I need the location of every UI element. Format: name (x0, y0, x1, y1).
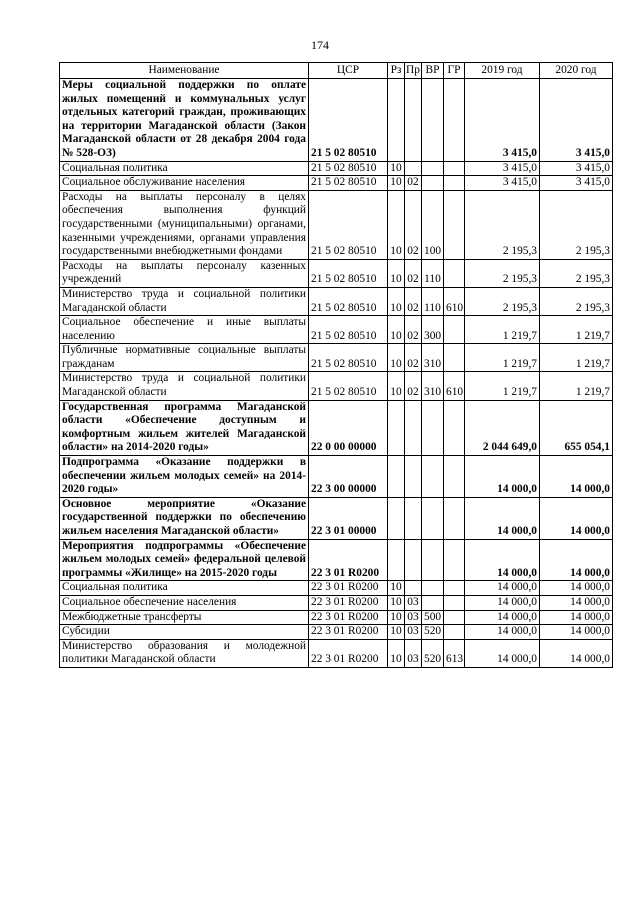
cell-2020: 14 000,0 (540, 539, 613, 581)
cell-pr: 02 (405, 344, 422, 372)
cell-name: Подпрограмма «Оказание поддержки в обеспечении жильем молодых семей» на 2014-2020 годы» (60, 456, 309, 498)
cell-2020: 14 000,0 (540, 581, 613, 596)
cell-vr (422, 79, 444, 162)
table-row (60, 625, 613, 640)
cell-pr (405, 456, 422, 498)
cell-2019: 14 000,0 (465, 497, 540, 539)
cell-pr: 03 (405, 625, 422, 640)
cell-rz: 10 (388, 287, 405, 315)
cell-vr: 310 (422, 372, 444, 400)
cell-pr: 02 (405, 259, 422, 287)
cell-2020: 1 219,7 (540, 344, 613, 372)
cell-csr: 21 5 02 80510 (309, 372, 388, 400)
table-row (60, 595, 613, 610)
header-rz: Рз (388, 63, 405, 79)
cell-2019: 1 219,7 (465, 344, 540, 372)
cell-csr: 22 0 00 00000 (309, 400, 388, 455)
cell-2020: 14 000,0 (540, 639, 613, 667)
header-gr: ГР (444, 63, 465, 79)
cell-vr: 310 (422, 344, 444, 372)
cell-name: Министерство труда и социальной политики Магаданской области (60, 287, 309, 315)
cell-vr: 500 (422, 610, 444, 625)
cell-rz: 10 (388, 259, 405, 287)
cell-gr (444, 497, 465, 539)
header-vr: ВР (422, 63, 444, 79)
cell-pr: 03 (405, 639, 422, 667)
cell-gr (444, 539, 465, 581)
cell-name: Межбюджетные трансферты (60, 610, 309, 625)
cell-vr (422, 456, 444, 498)
cell-2020: 655 054,1 (540, 400, 613, 455)
cell-pr: 02 (405, 176, 422, 191)
cell-csr: 22 3 00 00000 (309, 456, 388, 498)
table-row (60, 400, 613, 455)
table-row (60, 190, 613, 259)
table-body (60, 79, 613, 668)
cell-2019: 14 000,0 (465, 625, 540, 640)
cell-gr: 610 (444, 287, 465, 315)
table-row (60, 456, 613, 498)
header-2020: 2020 год (540, 63, 613, 79)
cell-name: Публичные нормативные социальные выплаты гражданам (60, 344, 309, 372)
table-row (60, 316, 613, 344)
cell-gr (444, 595, 465, 610)
table-row (60, 639, 613, 667)
cell-rz: 10 (388, 595, 405, 610)
cell-2019: 2 195,3 (465, 287, 540, 315)
cell-name: Расходы на выплаты персоналу в целях обеспечения выполнения функций государственными (муниципальными) органами, казенными учреждениями, органами управления государственными внебюджетными фондами (60, 190, 309, 259)
table-row (60, 539, 613, 581)
cell-2019: 14 000,0 (465, 610, 540, 625)
cell-rz: 10 (388, 372, 405, 400)
cell-name: Социальное обслуживание населения (60, 176, 309, 191)
table-row (60, 581, 613, 596)
cell-2020: 14 000,0 (540, 456, 613, 498)
table-row (60, 79, 613, 162)
cell-rz: 10 (388, 639, 405, 667)
cell-csr: 22 3 01 R0200 (309, 639, 388, 667)
cell-vr: 520 (422, 639, 444, 667)
cell-csr: 21 5 02 80510 (309, 79, 388, 162)
cell-2020: 2 195,3 (540, 259, 613, 287)
cell-name: Государственная программа Магаданской области «Обеспечение доступным и комфортным жильем жителей Магаданской области» на 2014-2020 годы» (60, 400, 309, 455)
cell-rz: 10 (388, 190, 405, 259)
cell-2019: 14 000,0 (465, 539, 540, 581)
cell-2019: 1 219,7 (465, 372, 540, 400)
cell-name: Социальная политика (60, 581, 309, 596)
cell-gr (444, 161, 465, 176)
cell-2019: 14 000,0 (465, 456, 540, 498)
cell-2019: 14 000,0 (465, 639, 540, 667)
cell-gr (444, 79, 465, 162)
header-row (60, 63, 613, 79)
cell-gr: 610 (444, 372, 465, 400)
cell-pr (405, 161, 422, 176)
cell-pr (405, 581, 422, 596)
cell-gr (444, 610, 465, 625)
cell-gr (444, 190, 465, 259)
cell-2020: 14 000,0 (540, 595, 613, 610)
header-2019: 2019 год (465, 63, 540, 79)
cell-2020: 3 415,0 (540, 79, 613, 162)
cell-name: Основное мероприятие «Оказание государственной поддержки по обеспечению жильем населения Магаданской области» (60, 497, 309, 539)
cell-gr (444, 259, 465, 287)
cell-vr: 300 (422, 316, 444, 344)
cell-2020: 3 415,0 (540, 161, 613, 176)
cell-name: Меры социальной поддержки по оплате жилых помещений и коммунальных услуг отдельных категорий граждан, проживающих на территории Магаданской области (Закон Магаданской области от 28 декабря 2004 года № 528-ОЗ) (60, 79, 309, 162)
cell-vr (422, 581, 444, 596)
table-row (60, 610, 613, 625)
cell-csr: 21 5 02 80510 (309, 161, 388, 176)
cell-pr: 02 (405, 316, 422, 344)
cell-vr (422, 176, 444, 191)
cell-2020: 1 219,7 (540, 372, 613, 400)
cell-gr (444, 176, 465, 191)
cell-rz (388, 539, 405, 581)
cell-csr: 21 5 02 80510 (309, 176, 388, 191)
cell-2019: 14 000,0 (465, 595, 540, 610)
cell-2019: 1 219,7 (465, 316, 540, 344)
cell-name: Субсидии (60, 625, 309, 640)
cell-pr: 02 (405, 372, 422, 400)
cell-2019: 14 000,0 (465, 581, 540, 596)
cell-vr: 100 (422, 190, 444, 259)
header-csr: ЦСР (309, 63, 388, 79)
budget-table (59, 62, 613, 668)
cell-2020: 14 000,0 (540, 625, 613, 640)
cell-rz: 10 (388, 610, 405, 625)
cell-name: Социальное обеспечение населения (60, 595, 309, 610)
table-row (60, 372, 613, 400)
cell-pr (405, 400, 422, 455)
cell-rz (388, 79, 405, 162)
cell-2020: 2 195,3 (540, 287, 613, 315)
cell-2019: 2 195,3 (465, 259, 540, 287)
cell-name: Министерство образования и молодежной политики Магаданской области (60, 639, 309, 667)
cell-vr (422, 400, 444, 455)
cell-vr (422, 595, 444, 610)
table-row (60, 497, 613, 539)
cell-2020: 1 219,7 (540, 316, 613, 344)
cell-2020: 14 000,0 (540, 610, 613, 625)
cell-2019: 2 044 649,0 (465, 400, 540, 455)
cell-pr (405, 497, 422, 539)
cell-pr: 02 (405, 190, 422, 259)
table-row (60, 176, 613, 191)
cell-name: Социальное обеспечение и иные выплаты населению (60, 316, 309, 344)
cell-csr: 22 3 01 R0200 (309, 610, 388, 625)
page-number: 174 (311, 38, 329, 52)
cell-gr: 613 (444, 639, 465, 667)
table-row (60, 259, 613, 287)
header-name: Наименование (60, 63, 309, 79)
table-row (60, 287, 613, 315)
cell-csr: 21 5 02 80510 (309, 344, 388, 372)
cell-rz: 10 (388, 581, 405, 596)
cell-name: Мероприятия подпрограммы «Обеспечение жильем молодых семей» федеральной целевой программы «Жилище» на 2015-2020 годы (60, 539, 309, 581)
cell-2019: 2 195,3 (465, 190, 540, 259)
cell-csr: 21 5 02 80510 (309, 259, 388, 287)
cell-csr: 21 5 02 80510 (309, 316, 388, 344)
cell-2020: 3 415,0 (540, 176, 613, 191)
cell-pr (405, 79, 422, 162)
cell-csr: 22 3 01 R0200 (309, 595, 388, 610)
cell-gr (444, 625, 465, 640)
cell-gr (444, 344, 465, 372)
cell-rz: 10 (388, 316, 405, 344)
cell-pr: 02 (405, 287, 422, 315)
cell-vr: 110 (422, 259, 444, 287)
cell-name: Социальная политика (60, 161, 309, 176)
cell-2019: 3 415,0 (465, 161, 540, 176)
cell-gr (444, 400, 465, 455)
cell-gr (444, 316, 465, 344)
cell-csr: 21 5 02 80510 (309, 190, 388, 259)
cell-2019: 3 415,0 (465, 79, 540, 162)
cell-vr (422, 497, 444, 539)
cell-rz: 10 (388, 161, 405, 176)
cell-name: Министерство труда и социальной политики Магаданской области (60, 372, 309, 400)
cell-name: Расходы на выплаты персоналу казенных учреждений (60, 259, 309, 287)
cell-pr: 03 (405, 595, 422, 610)
header-pr: Пр (405, 63, 422, 79)
cell-csr: 22 3 01 R0200 (309, 581, 388, 596)
cell-2020: 2 195,3 (540, 190, 613, 259)
cell-vr (422, 539, 444, 581)
cell-gr (444, 581, 465, 596)
cell-rz: 10 (388, 176, 405, 191)
cell-csr: 22 3 01 R0200 (309, 625, 388, 640)
cell-pr: 03 (405, 610, 422, 625)
table-row (60, 161, 613, 176)
cell-rz: 10 (388, 625, 405, 640)
cell-vr: 110 (422, 287, 444, 315)
cell-2019: 3 415,0 (465, 176, 540, 191)
cell-rz (388, 400, 405, 455)
cell-csr: 22 3 01 00000 (309, 497, 388, 539)
cell-rz (388, 456, 405, 498)
cell-2020: 14 000,0 (540, 497, 613, 539)
cell-rz (388, 497, 405, 539)
cell-gr (444, 456, 465, 498)
cell-csr: 22 3 01 R0200 (309, 539, 388, 581)
table-row (60, 344, 613, 372)
cell-rz: 10 (388, 344, 405, 372)
cell-pr (405, 539, 422, 581)
cell-vr: 520 (422, 625, 444, 640)
cell-csr: 21 5 02 80510 (309, 287, 388, 315)
cell-vr (422, 161, 444, 176)
